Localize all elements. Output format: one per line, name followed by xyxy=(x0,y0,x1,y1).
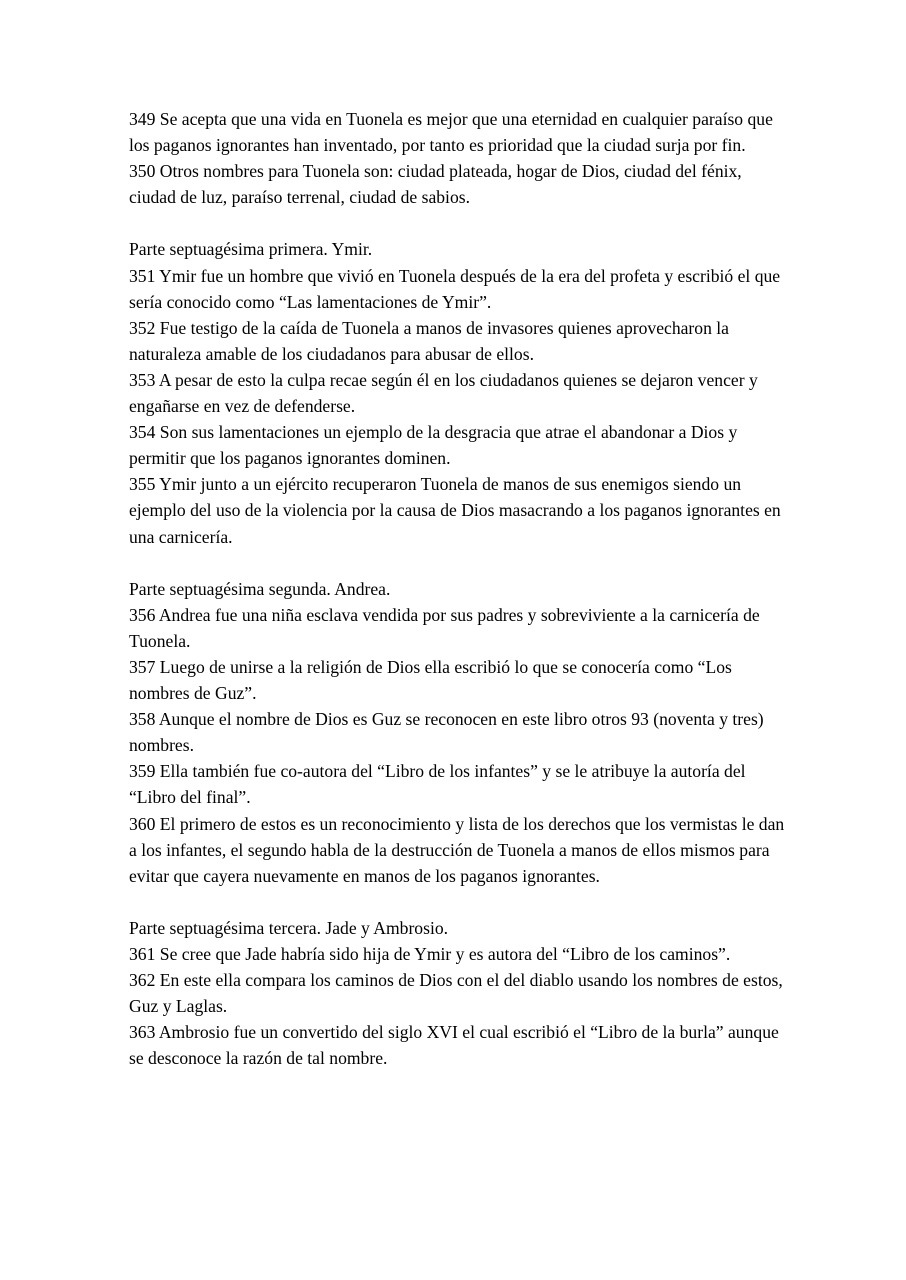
verse-353: 353 A pesar de esto la culpa recae según él en los ciudadanos quienes se dejaron vencer y engañarse en vez de defenderse. xyxy=(129,369,758,417)
verse-361: 361 Se cree que Jade habría sido hija de Ymir y es autora del “Libro de los caminos”. xyxy=(129,944,731,964)
verse-356: 356 Andrea fue una niña esclava vendida por sus padres y sobreviviente a la carnicería de Tuonela. xyxy=(129,604,760,651)
verse-362: 362 En este ella compara los caminos de Dios con el del diablo usando los nombres de estos, Guz y Laglas. xyxy=(129,970,783,1017)
section-heading-jade-ambrosio: Parte septuagésima tercera. Jade y Ambrosio. xyxy=(129,917,449,938)
verse-363: 363 Ambrosio fue un convertido del siglo XVI el cual escribió el “Libro de la burla” aunque se desconoce la razón de tal nombre. xyxy=(129,1022,779,1069)
verse-354: 354 Son sus lamentaciones un ejemplo de la desgracia que atrae el abandonar a Dios y permitir que los paganos ignorantes dominen. xyxy=(129,422,738,469)
document-page xyxy=(129,106,789,1071)
verse-351: 351 Ymir fue un hombre que vivió en Tuonela después de la era del profeta y escribió el que sería conocido como “Las lamentaciones de Ymir”. xyxy=(129,265,781,312)
verse-357: 357 Luego de unirse a la religión de Dios ella escribió lo que se conocería como “Los nombres de Guz”. xyxy=(129,656,732,704)
section-spacer xyxy=(129,889,789,915)
verse-358: 358 Aunque el nombre de Dios es Guz se reconocen en este libro otros 93 (noventa y tres) nombres. xyxy=(129,709,764,756)
verse-359: 359 Ella también fue co-autora del “Libro de los infantes” y se le atribuye la autoría del “Libro del final”. xyxy=(129,761,746,808)
verse-349: 349 Se acepta que una vida en Tuonela es mejor que una eternidad en cualquier paraíso que los paganos ignorantes han inventado, por tanto es prioridad que la ciudad surja por fin. xyxy=(129,109,773,156)
verse-350: 350 Otros nombres para Tuonela son: ciudad plateada, hogar de Dios, ciudad del fénix, ciudad de luz, paraíso terrenal, ciudad de sabios. xyxy=(129,161,742,208)
verse-360: 360 El primero de estos es un reconocimiento y lista de los derechos que los vermistas le dan a los infantes, el segundo habla de la destrucción de Tuonela a manos de ellos mismos para evitar que cayera nuevamente en manos de los paganos ignorantes. xyxy=(129,813,785,886)
section-heading-andrea: Parte septuagésima segunda. Andrea. xyxy=(129,578,391,599)
verse-355: 355 Ymir junto a un ejército recuperaron Tuonela de manos de sus enemigos siendo un ejemplo del uso de la violencia por la causa de Dios masacrando a los paganos ignorantes en una carnicería. xyxy=(129,474,781,547)
section-heading-ymir: Parte septuagésima primera. Ymir. xyxy=(129,239,373,260)
section-spacer xyxy=(129,210,789,236)
section-spacer xyxy=(129,550,789,576)
verse-352: 352 Fue testigo de la caída de Tuonela a manos de invasores quienes aprovecharon la naturaleza amable de los ciudadanos para abusar de ellos. xyxy=(129,317,729,364)
